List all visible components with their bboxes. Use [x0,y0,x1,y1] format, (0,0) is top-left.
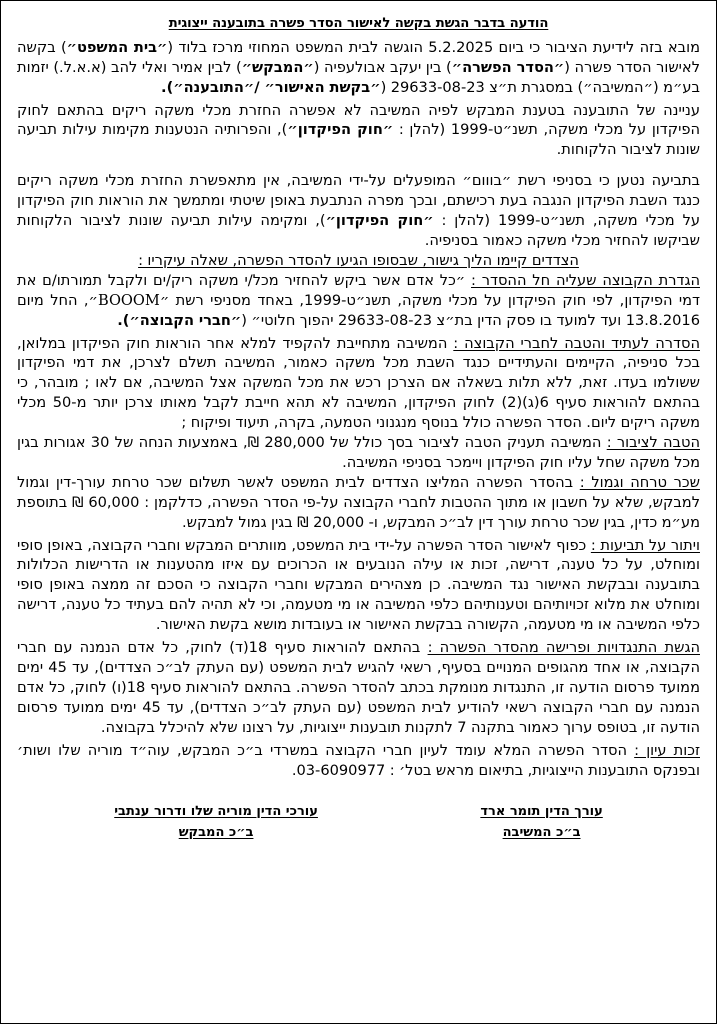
public-benefit-text: המשיבה תעניק הטבה לציבור בסך כולל של 280,000 ₪, באמצעות הנחה של 30 אגורות בגין מכל משקה שחל עליו חוק הפיקדון ויימכר בסניפי המשיבה. [17,434,700,471]
public-benefit-lead: הטבה לציבור : [606,434,700,452]
paragraph-subject-matter [15,101,702,161]
paragraph-waiver [15,536,702,636]
paragraph-future-arrangement [15,334,702,434]
paragraph-public-benefit [15,433,702,473]
future-arrangement-lead: הסדרה לעתיד והטבה לחברי הקבוצה : [453,334,700,352]
signature-row [15,802,702,842]
inspection-lead: זכות עיון : [634,741,700,759]
group-members-term: ״חברי הקבוצה״). [117,311,242,329]
intro-text-c: ) בין יעקב אבולעפיה ( [313,58,452,76]
paragraph-objections-and-optout [15,638,702,738]
booom-brand: BOOOM [97,291,160,309]
fees-lead: שכר טרחה וגמול : [579,473,700,491]
claim-text-a: בתביעה נטען כי בסניפי רשת ״בווום״ המופעלים על-ידי המשיבה, אין מתאפשרת החזרת מכלי משקה ריקים כנגד השבת הפיקדון הנגבה בעת רכישתם, ובכך מפרה הנתבעת באופן שיטתי ומתמשך את הוראות חוק הפיקדון על מכלי משקה, תשנ״ט-1999 (להלן : [17,172,700,230]
settlement-term: ״הסדר הפשרה״ [451,58,565,76]
paragraph-fees-and-award [15,473,702,533]
subject-text-a: עניינה של התובענה בטענת המבקש לפיה המשיבה לא אפשרה החזרת מכלי משקה ריקים בהתאם לחוק הפיקדון על מכלי משקה, תשנ״ט-1999 (להלן : [17,101,701,139]
waiver-text: כפוף לאישור הסדר הפשרה על-ידי בית המשפט, מוותרים המבקש וחברי הקבוצה, באופן סופי ומוחלט, על כל טענה, דרישה, זכות או עילה הנובעים או הכרוכים עם איזו מהטענות או הדרישות הכלולות בתובענה ובבקשת האישור נגד המשיבה. כן מצהירים המבקש וחברי הקבוצה כי הסכם זה ממצה באופן סופי ומוחלט את מלוא זכויותיהם וטענותיהם כלפי המשיבה או מי מטעמה, וכי לא תהיה להם בעתיד כל טענה, דרישה כלפי המשיבה או מי מטעמה, הקשורה בבקשת האישור או בעובדות מושא בקשת האישור. [17,536,700,634]
signature-name: עורכי הדין מוריה שלו ודרור ענתבי [114,804,318,820]
group-definition-text-b: ״, החל מיום 13.8.2016 ועד למועד בו פסק הדין בת״צ 29633-08-23 יהפוך חלוטי״ ( [17,291,700,329]
fees-text: בהסדר הפשרה המליצו הצדדים לבית המשפט לאשר תשלום שכר טרחת עורך-דין וגמול למבקש, שלא על חשבון או מתוך ההטבות לחברי הקבוצה על-פי הסדר הפשרה, כדלקמן : 60,000 ₪ בתוספת מע״מ כדין, בגין שכר טרחת עורך דין לב״כ המבקש, ו- 20,000 ₪ בגין גמול למבקש. [17,473,700,531]
applicant-term: ״המבקש״ [241,58,314,76]
intro-text-a: מובא בזה לידיעת הציבור כי ביום 5.2.2025 הוגשה לבית המשפט המחוזי מרכז בלוד ( [167,38,700,56]
paragraph-intro [15,38,702,98]
intro-text-b: ) בקשה לאישור הסדר פשרה ( [17,38,700,76]
objections-lead: הגשת התנגדויות ופרישה מהסדר הפשרה : [427,639,700,657]
signature-applicant-counsel [114,802,318,842]
signature-role: ב״כ המשיבה [502,824,581,840]
paragraph-group-definition [15,271,702,331]
spacer [15,160,702,171]
group-definition-text-a: ״כל אדם אשר ביקש להחזיר מכל/י משקה ריק/ים ולקבל תמורתו/ם את דמי הפיקדון, לפי חוק הפיקדון על מכלי משקה, תשנ״ט-1999, באחד מסניפי רשת ״ [17,271,701,309]
paragraph-mediation: הצדדים קיימו הליך גישור, שבסופו הגיעו להסדר הפשרה, שאלה עיקריו : [138,251,579,269]
court-term: ״בית המשפט״ [66,38,168,56]
page-title: הודעה בדבר הגשת בקשה לאישור הסדר פשרה בתובענה ייצוגית [168,16,549,31]
subject-text-b: ), והפרותיה הנטענות מקימות עילות תביעה שונות לציבור הלקוחות. [17,121,700,159]
signature-name: עורך הדין תומר ארד [480,804,603,820]
paragraph-claim [15,171,702,251]
approval-request-term: ״בקשת האישור״ /״התובענה״). [161,78,381,96]
claim-text-b: ), ומקימה עילות תביעה שונות לציבור הלקוחות שביקשו להחזיר מכלי משקה כאמור בסניפיה. [17,212,700,249]
signature-role: ב״כ המבקש [178,824,254,840]
deposit-law-term-1: ״חוק הפיקדון״ [287,121,394,139]
signature-respondent-counsel [480,802,602,842]
inspection-text: הסדר הפשרה המלא עומד לעיון חברי הקבוצה במשרדי ב״כ המבקש, עוה״ד מוריה שלו ושות׳ ובפנקס התובענות הייצוגיות, בתיאום מראש בטל׳ : 03-6090977. [17,741,700,779]
paragraph-inspection-right [15,741,702,781]
future-arrangement-text: המשיבה מתחייבת להקפיד למלא אחר הוראות חוק הפיקדון במלואן, בכל סניפיה, הקיימים והעתידיים כנגד השבת מכל משקה כאמור, המשיבה תשלם לצרכן, את דמי הפיקדון ששולמו בעדו. זאת, ללא תלות בשאלה אם הצרכן רכש את מכל המשקה אצל המשיבה, אם לאו ; מובהר, כי בהתאם להוראות סעיף 6(ג)(2) לחוק הפיקדון, המשיבה לא תהא חייבת לקבל מאותו צרכן יותר מ-50 מכלי משקה ריקים ליום. הסדר הפשרה כולל בנוסף מנגנוני הטמעה, בקרה, תיעוד ופיקוח ; [17,334,700,432]
intro-text-d: ) לבין אמיר ואלי להב (א.א.ל.) יזמות בע״מ (״המשיבה״) במסגרת ת״צ 29633-08-23 ( [17,58,700,96]
group-definition-lead: הגדרת הקבוצה שעליה חל ההסדר : [471,271,700,289]
waiver-lead: ויתור על תביעות : [590,536,700,554]
objections-text: בהתאם להוראות סעיף 18(ד) לחוק, כל אדם הנמנה עם חברי הקבוצה, או אחד מהגופים המנויים בסעיף, רשאי להגיש לבית המשפט (עם העתק לב״כ הצדדים), עד 45 ימים ממועד פרסום הודעה זו, התנגדות מנומקת בכתב להסדר הפשרה. בהתאם להוראות סעיף 18(ו) לחוק, כל אדם הנמנה עם חברי הקבוצה רשאי להודיע לבית המשפט (עם העתק לב״כ הצדדים), עד 45 ימים ממועד פרסום הודעה זו, בטופס ערוך כאמור בתקנה 7 לתקנות תובענות ייצוגיות, על רצונו שלא להיכלל בקבוצה. [17,639,700,736]
deposit-law-term-2: ״חוק הפיקדון״ [325,212,434,230]
